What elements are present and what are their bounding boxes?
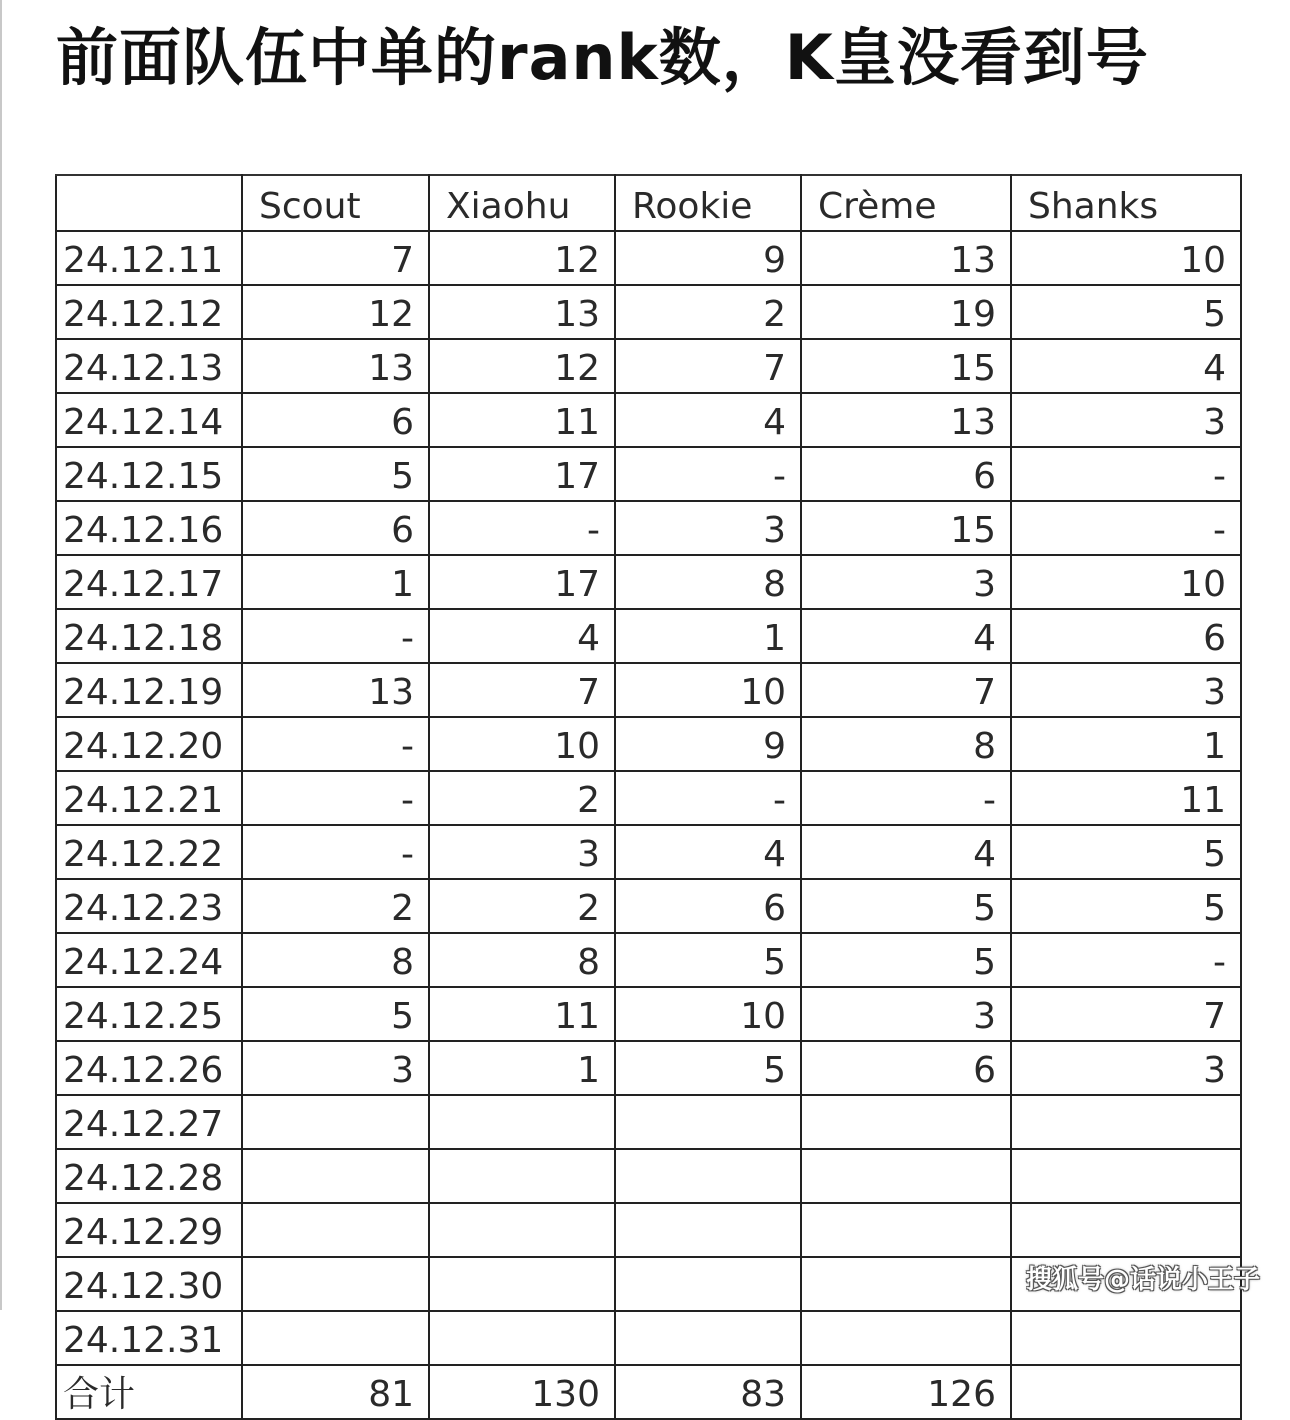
table-row bbox=[56, 555, 1241, 609]
rank-value-cell bbox=[242, 1257, 429, 1311]
rank-value-cell: 13 bbox=[242, 663, 429, 717]
rank-value-cell bbox=[242, 1311, 429, 1365]
rank-value-cell: - bbox=[801, 771, 1011, 825]
rank-value-cell: - bbox=[242, 717, 429, 771]
rank-value-cell: 1 bbox=[615, 609, 801, 663]
rank-value-cell bbox=[801, 1149, 1011, 1203]
rank-value-cell: 81 bbox=[242, 1365, 429, 1419]
row-date-cell: 24.12.11 bbox=[56, 231, 242, 285]
header-cell-xiaohu: Xiaohu bbox=[429, 175, 615, 231]
rank-value-cell: 2 bbox=[615, 285, 801, 339]
row-date-cell: 24.12.22 bbox=[56, 825, 242, 879]
rank-value-cell: - bbox=[1011, 501, 1241, 555]
rank-value-cell bbox=[801, 1257, 1011, 1311]
rank-value-cell: 2 bbox=[242, 879, 429, 933]
row-date-cell: 24.12.17 bbox=[56, 555, 242, 609]
rank-value-cell bbox=[801, 1203, 1011, 1257]
rank-value-cell: 12 bbox=[429, 339, 615, 393]
row-date-cell: 合计 bbox=[56, 1365, 242, 1419]
rank-value-cell bbox=[1011, 1149, 1241, 1203]
rank-value-cell: - bbox=[242, 825, 429, 879]
row-date-cell: 24.12.21 bbox=[56, 771, 242, 825]
table-row bbox=[56, 717, 1241, 771]
table-row bbox=[56, 663, 1241, 717]
rank-value-cell: 4 bbox=[801, 609, 1011, 663]
rank-value-cell: 6 bbox=[242, 393, 429, 447]
row-date-cell: 24.12.30 bbox=[56, 1257, 242, 1311]
table-row bbox=[56, 879, 1241, 933]
rank-value-cell bbox=[429, 1257, 615, 1311]
rank-value-cell bbox=[615, 1149, 801, 1203]
rank-value-cell: - bbox=[429, 501, 615, 555]
rank-value-cell: 3 bbox=[1011, 1041, 1241, 1095]
rank-value-cell: 130 bbox=[429, 1365, 615, 1419]
rank-value-cell: 3 bbox=[429, 825, 615, 879]
table-row bbox=[56, 609, 1241, 663]
rank-value-cell: 12 bbox=[242, 285, 429, 339]
source-watermark: 搜狐号@话说小王子 bbox=[1025, 1265, 1260, 1295]
rank-value-cell: 17 bbox=[429, 555, 615, 609]
table-row bbox=[56, 393, 1241, 447]
rank-value-cell: 126 bbox=[801, 1365, 1011, 1419]
rank-value-cell: 13 bbox=[429, 285, 615, 339]
rank-value-cell: 2 bbox=[429, 771, 615, 825]
table-row bbox=[56, 1203, 1241, 1257]
rank-value-cell: 83 bbox=[615, 1365, 801, 1419]
rank-value-cell bbox=[801, 1311, 1011, 1365]
rank-value-cell: 8 bbox=[801, 717, 1011, 771]
table-row bbox=[56, 231, 1241, 285]
rank-value-cell: 10 bbox=[615, 663, 801, 717]
rank-value-cell: 6 bbox=[801, 447, 1011, 501]
rank-value-cell: 13 bbox=[242, 339, 429, 393]
rank-value-cell: 5 bbox=[242, 987, 429, 1041]
rank-value-cell bbox=[801, 1095, 1011, 1149]
rank-value-cell: 12 bbox=[429, 231, 615, 285]
rank-value-cell: 5 bbox=[1011, 285, 1241, 339]
row-date-cell: 24.12.31 bbox=[56, 1311, 242, 1365]
table-row bbox=[56, 501, 1241, 555]
rank-value-cell: - bbox=[242, 771, 429, 825]
rank-value-cell: 5 bbox=[1011, 879, 1241, 933]
rank-value-cell: 3 bbox=[615, 501, 801, 555]
rank-value-cell: 7 bbox=[1011, 987, 1241, 1041]
rank-value-cell: 5 bbox=[801, 879, 1011, 933]
table-row bbox=[56, 1095, 1241, 1149]
rank-value-cell: 4 bbox=[1011, 339, 1241, 393]
rank-value-cell: 10 bbox=[1011, 555, 1241, 609]
row-date-cell: 24.12.14 bbox=[56, 393, 242, 447]
rank-value-cell: - bbox=[615, 447, 801, 501]
rank-value-cell: 11 bbox=[429, 393, 615, 447]
row-date-cell: 24.12.16 bbox=[56, 501, 242, 555]
row-date-cell: 24.12.26 bbox=[56, 1041, 242, 1095]
row-date-cell: 24.12.19 bbox=[56, 663, 242, 717]
table-row bbox=[56, 987, 1241, 1041]
table-row bbox=[56, 1041, 1241, 1095]
rank-value-cell: 1 bbox=[429, 1041, 615, 1095]
rank-value-cell bbox=[1011, 1095, 1241, 1149]
row-date-cell: 24.12.25 bbox=[56, 987, 242, 1041]
table-row bbox=[56, 1311, 1241, 1365]
rank-value-cell: - bbox=[615, 771, 801, 825]
table-body bbox=[56, 231, 1241, 1419]
rank-value-cell: 1 bbox=[1011, 717, 1241, 771]
rank-value-cell: 5 bbox=[615, 1041, 801, 1095]
rank-value-cell bbox=[429, 1095, 615, 1149]
rank-value-cell bbox=[242, 1149, 429, 1203]
rank-value-cell: 8 bbox=[429, 933, 615, 987]
rank-value-cell bbox=[1011, 1365, 1241, 1419]
rank-value-cell: 13 bbox=[801, 393, 1011, 447]
rank-value-cell bbox=[1011, 1311, 1241, 1365]
row-date-cell: 24.12.24 bbox=[56, 933, 242, 987]
rank-value-cell: 11 bbox=[1011, 771, 1241, 825]
rank-value-cell bbox=[429, 1149, 615, 1203]
header-cell-scout: Scout bbox=[242, 175, 429, 231]
rank-value-cell bbox=[429, 1203, 615, 1257]
row-date-cell: 24.12.12 bbox=[56, 285, 242, 339]
rank-value-cell: 7 bbox=[801, 663, 1011, 717]
rank-value-cell bbox=[429, 1311, 615, 1365]
header-cell-rookie: Rookie bbox=[615, 175, 801, 231]
table-header-row bbox=[56, 175, 1241, 231]
rank-value-cell: 4 bbox=[801, 825, 1011, 879]
rank-value-cell: 4 bbox=[615, 825, 801, 879]
rank-value-cell bbox=[615, 1095, 801, 1149]
rank-value-cell: 7 bbox=[429, 663, 615, 717]
rank-value-cell: 6 bbox=[242, 501, 429, 555]
row-date-cell: 24.12.28 bbox=[56, 1149, 242, 1203]
rank-value-cell: 9 bbox=[615, 717, 801, 771]
rank-value-cell: 5 bbox=[801, 933, 1011, 987]
rank-value-cell: 5 bbox=[242, 447, 429, 501]
rank-value-cell: 3 bbox=[242, 1041, 429, 1095]
rank-value-cell: 9 bbox=[615, 231, 801, 285]
table-row bbox=[56, 933, 1241, 987]
rank-value-cell: 3 bbox=[801, 987, 1011, 1041]
table-row bbox=[56, 771, 1241, 825]
rank-value-cell: 10 bbox=[429, 717, 615, 771]
page-headline: 前面队伍中单的rank数，K皇没看到号 bbox=[56, 21, 1149, 94]
rank-value-cell bbox=[242, 1095, 429, 1149]
rank-value-cell bbox=[1011, 1203, 1241, 1257]
table-row bbox=[56, 285, 1241, 339]
row-date-cell: 24.12.13 bbox=[56, 339, 242, 393]
rank-value-cell: 17 bbox=[429, 447, 615, 501]
table-row bbox=[56, 825, 1241, 879]
rank-value-cell: 8 bbox=[615, 555, 801, 609]
rank-value-cell: 6 bbox=[615, 879, 801, 933]
rank-value-cell: 11 bbox=[429, 987, 615, 1041]
row-date-cell: 24.12.23 bbox=[56, 879, 242, 933]
rank-value-cell: - bbox=[1011, 933, 1241, 987]
table-total-row bbox=[56, 1365, 1241, 1419]
header-cell-shanks: Shanks bbox=[1011, 175, 1241, 231]
rank-value-cell: 7 bbox=[242, 231, 429, 285]
rank-value-cell: 8 bbox=[242, 933, 429, 987]
row-date-cell: 24.12.27 bbox=[56, 1095, 242, 1149]
rank-value-cell: 19 bbox=[801, 285, 1011, 339]
rank-value-cell bbox=[615, 1257, 801, 1311]
row-date-cell: 24.12.29 bbox=[56, 1203, 242, 1257]
rank-value-cell bbox=[615, 1311, 801, 1365]
rank-value-cell: 2 bbox=[429, 879, 615, 933]
rank-value-cell: 3 bbox=[1011, 393, 1241, 447]
table-row bbox=[56, 1149, 1241, 1203]
row-date-cell: 24.12.18 bbox=[56, 609, 242, 663]
rank-value-cell: 13 bbox=[801, 231, 1011, 285]
row-date-cell: 24.12.20 bbox=[56, 717, 242, 771]
rank-value-cell: - bbox=[242, 609, 429, 663]
rank-table bbox=[55, 174, 1242, 1420]
rank-value-cell: 3 bbox=[1011, 663, 1241, 717]
rank-value-cell: 3 bbox=[801, 555, 1011, 609]
page-left-edge bbox=[0, 0, 2, 1310]
rank-value-cell: 10 bbox=[1011, 231, 1241, 285]
rank-value-cell bbox=[615, 1203, 801, 1257]
header-cell-creme: Crème bbox=[801, 175, 1011, 231]
rank-value-cell: - bbox=[1011, 447, 1241, 501]
rank-value-cell: 6 bbox=[1011, 609, 1241, 663]
rank-value-cell: 15 bbox=[801, 339, 1011, 393]
rank-value-cell: 4 bbox=[429, 609, 615, 663]
rank-value-cell: 1 bbox=[242, 555, 429, 609]
rank-value-cell: 15 bbox=[801, 501, 1011, 555]
rank-value-cell: 6 bbox=[801, 1041, 1011, 1095]
rank-value-cell: 5 bbox=[615, 933, 801, 987]
table-row bbox=[56, 447, 1241, 501]
table-row bbox=[56, 339, 1241, 393]
rank-value-cell bbox=[242, 1203, 429, 1257]
header-cell-date bbox=[56, 175, 242, 231]
rank-value-cell: 5 bbox=[1011, 825, 1241, 879]
rank-value-cell: 7 bbox=[615, 339, 801, 393]
rank-value-cell: 4 bbox=[615, 393, 801, 447]
row-date-cell: 24.12.15 bbox=[56, 447, 242, 501]
rank-value-cell: 10 bbox=[615, 987, 801, 1041]
